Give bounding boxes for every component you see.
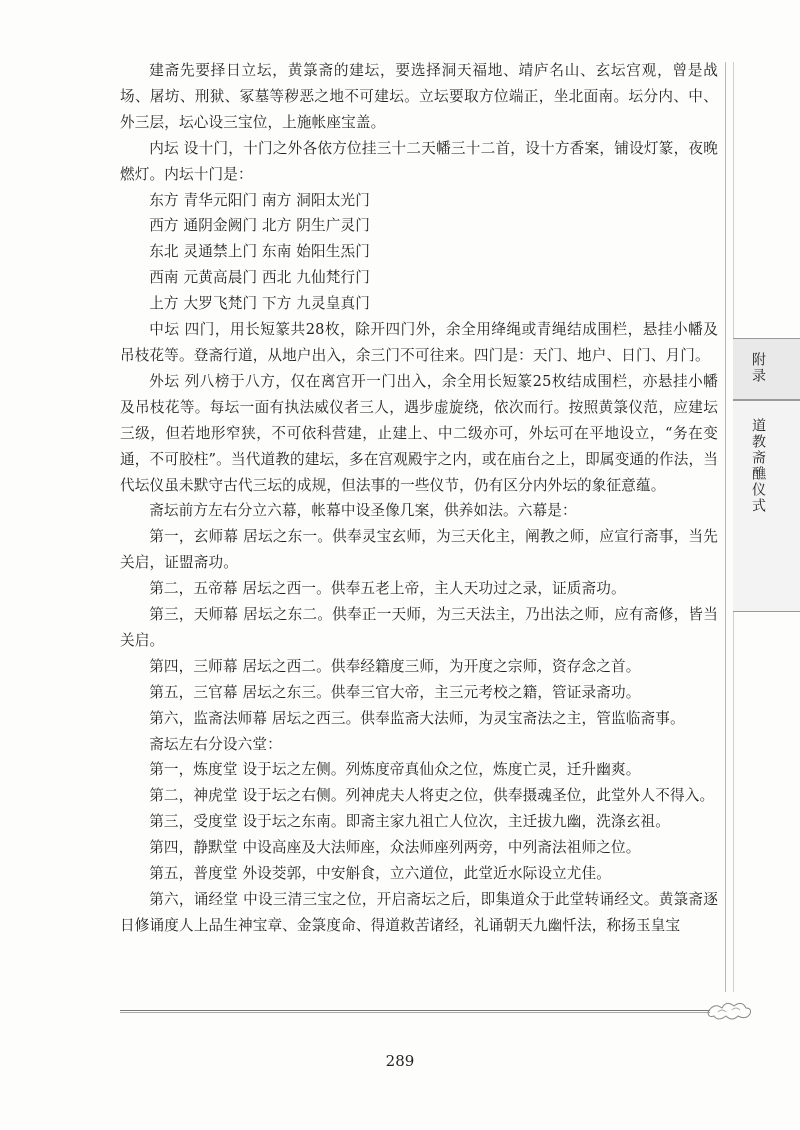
- gate-line: 上方 大罗飞梵门 下方 九灵皇真门: [149, 295, 370, 313]
- footer-rule: [120, 1010, 710, 1013]
- hall-item: 第四，静默堂 中设高座及大法师座，众法师座列两旁，中列斋法祖师之位。: [149, 839, 641, 857]
- chapter-tab-label: 道教斋醮仪式: [750, 418, 766, 514]
- gate-line: 东方 青华元阳门 南方 洞阳太光门: [149, 191, 370, 209]
- gate-line: 西南 元黄高晨门 西北 九仙梵行门: [149, 269, 370, 287]
- curtain-item: 第一，玄师幕 居坛之东一。供奉灵宝玄师，为三天化主，阐教之师，应宣行斋事，当先关启，证盟斋功。: [120, 528, 718, 572]
- body-text: [120, 58, 718, 939]
- gate-line: 东北 灵通禁上门 东南 始阳生炁门: [149, 243, 370, 261]
- paragraph-outer-altar: 外坛 列八榜于八方，仅在离宫开一门出入，余全用长短篆25枚结成围栏，亦悬挂小幡及吊枝花等。每坛一面有执法威仪者三人，遇步虚旋绕，依次而行。按照黄箓仪范，应建坛三级，但若地形窄狭，不可依科营建，止建上、中二级亦可，外坛可在平地设立，“务在变通，不可胶柱”。当代道教的建坛，多在宫观殿宇之内，或在庙台之上，即属变通的作法，当代坛仪虽未默守古代三坛的成规，但法事的一些仪节，仍有区分内外坛的象征意蕴。: [120, 372, 718, 494]
- curtain-item: 第三，天师幕 居坛之东二。供奉正一天师，为三天法主，乃出法之师，应有斋修，皆当关启。: [120, 606, 718, 649]
- paragraph-middle-altar: 中坛 四门，用长短篆共28枚，除开四门外，余全用绛绳或青绳结成围栏，悬挂小幡及吊枝花等。登斋行道，从地户出入，余三门不可往来。四门是：天门、地户、日门、月门。: [120, 321, 718, 364]
- margin-rule: [725, 62, 726, 992]
- gate-line: 西方 通阴金阙门 北方 阴生广灵门: [149, 217, 370, 235]
- curtain-item: 第五，三官幕 居坛之东三。供奉三官大帝，主三元考校之籍，管证录斋功。: [149, 683, 641, 701]
- hall-item: 第五，普度堂 外设茭郭，中安斛食，立六道位，此堂近水际设立尤佳。: [149, 865, 612, 883]
- curtain-item: 第四，三师幕 居坛之西二。供奉经籍度三师，为开度之宗师，资存念之首。: [149, 657, 641, 675]
- hall-item: 第三，受度堂 设于坛之东南。即斋主家九祖亡人位次，主迁拔九幽，洗涤玄祖。: [149, 813, 671, 831]
- hall-item: 第一，炼度堂 设于坛之左侧。列炼度帝真仙众之位，炼度亡灵，迁升幽爽。: [149, 761, 641, 779]
- hall-item: 第六，诵经堂 中设三清三宝之位，开启斋坛之后，即集道众于此堂转诵经文。黄箓斋逐日修诵度人上品生神宝章、金箓度命、得道救苦诸经，礼诵朝天九幽忏法，称扬玉皇宝: [120, 891, 718, 934]
- curtain-item: 第六，监斋法师幕 居坛之西三。供奉监斋大法师，为灵宝斋法之主，管监临斋事。: [149, 709, 685, 727]
- paragraph-intro: 建斋先要择日立坛，黄箓斋的建坛，要选择洞天福地、靖庐名山、玄坛宫观，曾是战场、屠坊、刑狱、冢墓等秽恶之地不可建坛。立坛要取方位端正，坐北面南。坛分内、中、外三层，坛心设三宝位，上施帐座宝盖。: [120, 62, 718, 131]
- appendix-tab-label: 附录: [750, 352, 766, 384]
- paragraph-six-halls: 斋坛左右分设六堂：: [149, 735, 282, 753]
- curtain-item: 第二，五帝幕 居坛之西一。供奉五老上帝，主人天功过之录，证质斋功。: [149, 580, 626, 598]
- cloud-ornament-icon: [706, 996, 754, 1024]
- page-number: 289: [385, 1052, 415, 1070]
- paragraph-inner-altar: 内坛 设十门，十门之外各依方位挂三十二天幡三十二首，设十方香案，铺设灯篆，夜晚燃灯。内坛十门是：: [120, 139, 718, 183]
- paragraph-six-curtains: 斋坛前方左右分立六幕，帐幕中设圣像几案，供养如法。六幕是：: [149, 502, 577, 520]
- hall-item: 第二，神虎堂 设于坛之右侧。列神虎夫人将吏之位，供奉摄魂圣位，此堂外人不得入。: [149, 787, 715, 805]
